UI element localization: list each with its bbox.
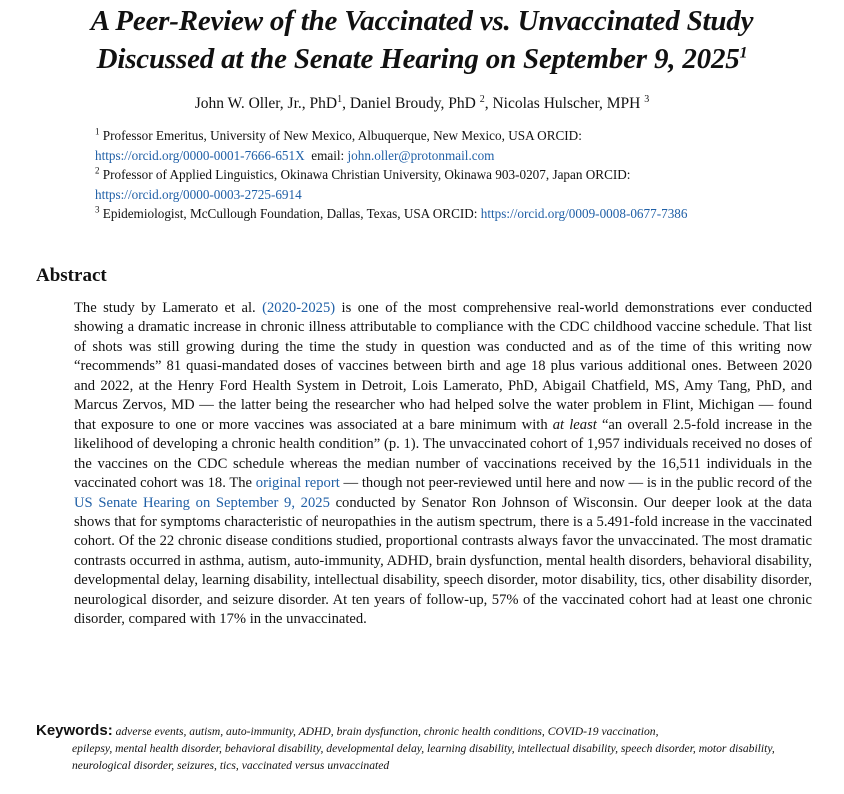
title-line-2: Discussed at the Senate Hearing on September 9, 2025 [96, 43, 740, 75]
email-link[interactable]: john.oller@protonmail.com [347, 147, 495, 163]
orcid-link[interactable]: https://orcid.org/0009-0008-0677-7386 [480, 206, 688, 222]
affil-text: Professor of Applied Linguistics, Okinawa Christian University, Okinawa 903-0207, Japan ORCID: [99, 167, 631, 183]
abstract-heading: Abstract [36, 265, 107, 286]
author-affil-marker: 3 [644, 93, 650, 105]
author-name: John W. Oller, Jr., PhD [194, 95, 338, 112]
keywords-line-1: adverse events, autism, auto-immunity, ADHD, brain dysfunction, chronic health conditions, COVID-19 vaccination, [112, 725, 659, 738]
author-list: John W. Oller, Jr., PhD$^1$, Daniel Broudy, PhD $^2$, Nicolas Hulscher, MPH $^3$ [194, 93, 650, 112]
affiliation-3 [95, 204, 805, 224]
keywords-rest: epilepsy, mental health disorder, behavioral disability, developmental delay, learning disability, intellectual disability, speech disorder, motor disability, neurological disorder, seizures, tics, vaccinated versus unvaccinated [72, 742, 775, 772]
affil-text: Professor Emeritus, University of New Mexico, Albuquerque, New Mexico, USA ORCID: [99, 128, 582, 143]
affil-marker: 3 [95, 204, 100, 215]
lamerato-study-link[interactable]: (2020-2025) [262, 300, 336, 316]
affiliations [95, 126, 805, 224]
email-label: email: [304, 147, 348, 163]
emphasis-at-least: at least [552, 416, 597, 433]
author-affil-marker: 1 [337, 93, 343, 105]
author-name: Nicolas Hulscher, MPH [492, 95, 645, 112]
keywords-label: Keywords: [36, 722, 113, 739]
affil-marker: 1 [95, 126, 100, 137]
affiliation-1 [95, 126, 805, 165]
affiliation-2 [95, 165, 805, 204]
paper-title [10, 2, 834, 78]
original-report-link[interactable]: original report [255, 475, 340, 492]
author-name: Daniel Broudy, PhD [349, 95, 480, 112]
affil-text: Epidemiologist, McCullough Foundation, Dallas, Texas, USA ORCID: [99, 206, 481, 222]
title-footnote-marker: 1 [739, 44, 748, 62]
author-affil-marker: 2 [479, 93, 485, 105]
affil-marker: 2 [95, 165, 100, 176]
senate-hearing-link[interactable]: US Senate Hearing on September 9, 2025 [74, 494, 330, 511]
title-line-1: A Peer-Review of the Vaccinated vs. Unvaccinated Study [90, 5, 754, 37]
abstract-body: The study by Lamerato et al. (2020-2025) is one of the most comprehensive real-world demonstrations ever conducted showing a dramatic increase in chronic illness attributable to compliance with the CDC childhood vaccine schedule. That list of shots was still growing during the time the study in question was conducted and as of the time of this writing now “recommends” 81 quasi-mandated doses of vaccines between birth and age 18 plus various additional ones. Between 2020 and 2022, at the Henry Ford Health System in Detroit, Lois Lamerato, PhD, Abigail Chatfield, MS, Amy Tang, PhD, and Marcus Zervos, MD — the latter being the researcher who had helped solve the water problem in Flint, Michigan — found that exposure to one or more vaccines was associated at a bare minimum with at least “an overall 2.5-fold increase in the likelihood of developing a chronic health condition” (p. 1). The unvaccinated cohort of 1,957 individuals received no doses of the vaccines on the CDC schedule whereas the median number of vaccinations received by the 16,511 individuals in the vaccinated cohort was 18. The original report — though not peer-reviewed until here and now — is in the public record of the US Senate Hearing on September 9, 2025 conducted by Senator Ron Johnson of Wisconsin. Our deeper look at the data shows that for symptoms characteristic of neuropathies in the autism spectrum, there is a 5.491-fold increase in the vaccinated cohort. Of the 22 chronic disease conditions studied, proportional contrasts always favor the unvaccinated. The most dramatic contrasts occurred in asthma, autism, auto-immunity, ADHD, brain dysfunction, mental health disorders, behavioral disability, developmental delay, learning disability, intellectual disability, speech disorder, motor disability, tics, other disability disorder, neurological disorder, and seizure disorder. At ten years of follow-up, 57% of the vaccinated cohort had at least one chronic disorder, compared with 17% in the unvaccinated. [74, 300, 812, 628]
orcid-link[interactable]: https://orcid.org/0000-0003-2725-6914 [95, 186, 302, 202]
orcid-link[interactable]: https://orcid.org/0000-0001-7666-651X [95, 147, 305, 163]
keywords [36, 722, 812, 774]
